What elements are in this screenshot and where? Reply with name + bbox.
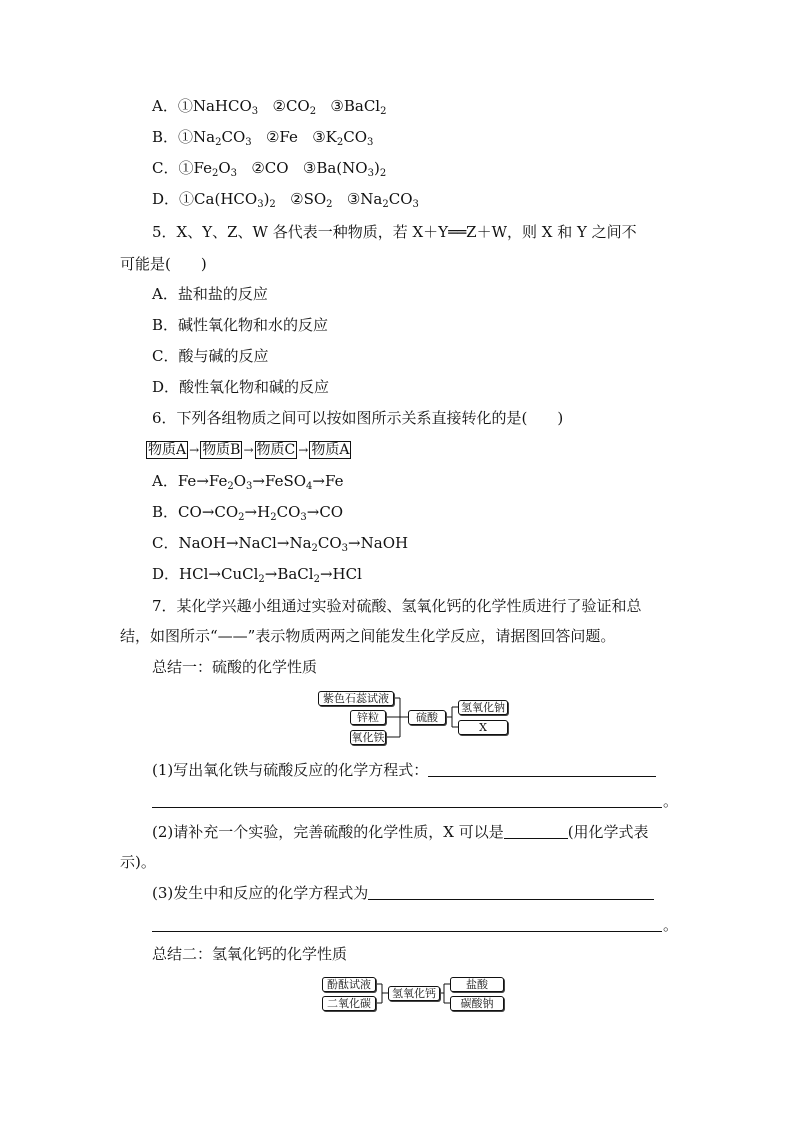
node-hydrochloric-acid: 盐酸 xyxy=(450,977,504,992)
q6-option-d: D．HCl→CuCl$_2$→BaCl$_2$→HCl xyxy=(152,565,362,585)
q7-sub2-line2: 示)。 xyxy=(120,853,156,871)
q7-stem-line1: 7．某化学兴趣小组通过实验对硫酸、氢氧化钙的化学性质进行了验证和总 xyxy=(152,597,642,615)
period: 。 xyxy=(663,916,679,934)
flow-box-substance-a-end: 物质A xyxy=(311,442,350,458)
q7-sub2: (2)请补充一个实验，完善硫酸的化学性质，X 可以是 (用化学式表 xyxy=(152,823,649,841)
answer-blank[interactable] xyxy=(428,762,656,777)
sulfuric-acid-diagram xyxy=(318,690,508,746)
q6-flow-diagram xyxy=(146,440,351,460)
q6-option-c: C．$NaOH\to NaCl\to Na_2CO_3\to NaOH$ xyxy=(152,534,409,554)
flow-box-substance-a: 物质A xyxy=(148,442,187,458)
node-phenolphthalein: 酚酞试液 xyxy=(322,977,376,992)
q5-option-d: D．酸性氧化物和碱的反应 xyxy=(152,378,330,396)
q4-option-a: A．①NaHCO$_3$ $②CO_2$ ③BaCl$_2$ xyxy=(152,97,387,117)
node-litmus-solution: 紫色石蕊试液 xyxy=(318,691,394,706)
q5-stem-line2: 可能是( ) xyxy=(120,255,207,273)
node-calcium-hydroxide: 氢氧化钙 xyxy=(388,986,440,1001)
q7-sub3: (3)发生中和反应的化学方程式为 xyxy=(152,883,654,903)
q7-summary2-heading: 总结二：氢氧化钙的化学性质 xyxy=(152,945,348,963)
q6-stem: 6．下列各组物质之间可以按如图所示关系直接转化的是( ) xyxy=(152,409,564,427)
node-sulfuric-acid: 硫酸 xyxy=(408,710,446,725)
q5-option-b: B．碱性氧化物和水的反应 xyxy=(152,316,329,334)
q7-stem-line2: 结，如图所示“——”表示物质两两之间能发生化学反应，请据图回答问题。 xyxy=(120,627,616,645)
node-sodium-carbonate: 碳酸钠 xyxy=(450,996,504,1011)
answer-blank-x[interactable] xyxy=(504,824,568,839)
flow-arrow-icon: → xyxy=(243,443,254,457)
q7-sub1: (1)写出氧化铁与硫酸反应的化学方程式： xyxy=(152,760,656,780)
q5-option-c: C．酸与碱的反应 xyxy=(152,347,269,365)
q6-option-b: B．$CO\to CO_2\to H_2CO_3\to CO$ xyxy=(152,503,344,523)
node-zinc-granules: 锌粒 xyxy=(350,710,386,725)
q4-option-b: B．$①Na_2CO_3$ ②Fe $③K_2CO_3$ xyxy=(152,128,374,148)
node-sodium-hydroxide: 氢氧化钠 xyxy=(458,700,508,715)
q6-option-a: A．$Fe\to Fe_2O_3\to FeSO_4\to Fe$ xyxy=(152,472,344,492)
q4-option-d: D．$①Ca(HCO_3)_2$ $②SO_2$ $③Na_2CO_3$ xyxy=(152,190,419,210)
node-iron-oxide: 氧化铁 xyxy=(351,731,385,744)
answer-blank-line[interactable] xyxy=(152,930,662,932)
q7-summary1-heading: 总结一：硫酸的化学性质 xyxy=(152,658,318,676)
flow-arrow-icon: → xyxy=(298,443,309,457)
q5-stem-line1: 5．X、Y、Z、W 各代表一种物质，若 X＋Y══Z＋W，则 X 和 Y 之间不 xyxy=(152,223,637,241)
calcium-hydroxide-diagram xyxy=(322,976,506,1012)
answer-blank-line[interactable] xyxy=(152,806,662,808)
answer-blank[interactable] xyxy=(368,885,654,900)
flow-box-substance-c: 物质C xyxy=(256,442,296,458)
node-x: X xyxy=(458,720,508,735)
flow-box-substance-b: 物质B xyxy=(202,442,241,458)
period: 。 xyxy=(663,792,679,810)
q5-option-a: A．盐和盐的反应 xyxy=(152,285,268,303)
node-carbon-dioxide: 二氧化碳 xyxy=(322,996,376,1011)
q4-option-c: C．$①Fe_2O_3$ ②CO $③Ba(NO_3)_2$ xyxy=(152,159,387,179)
flow-arrow-icon: → xyxy=(189,443,200,457)
